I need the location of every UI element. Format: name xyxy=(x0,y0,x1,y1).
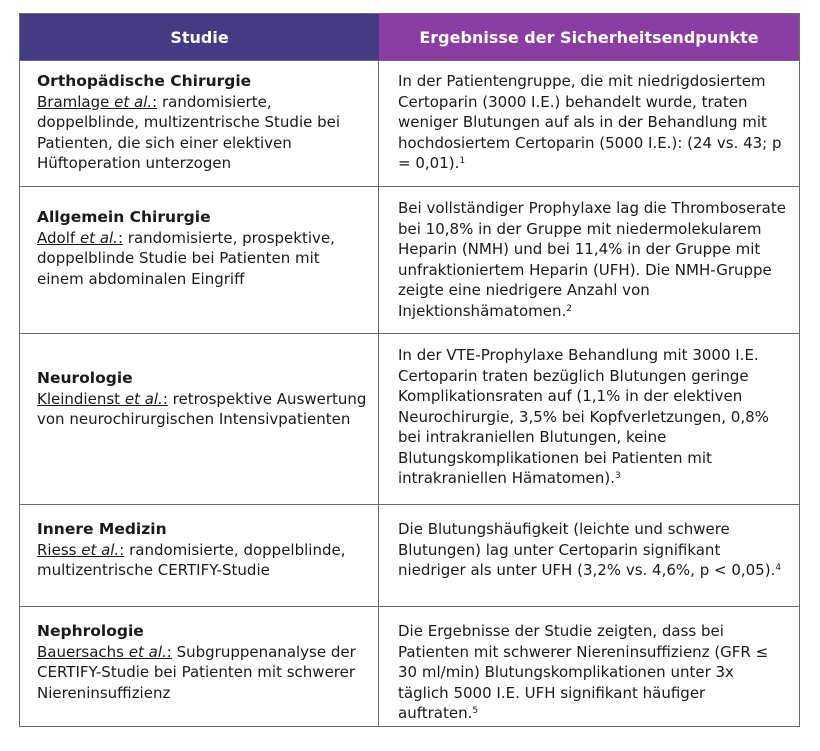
result-cell xyxy=(379,505,799,607)
result-cell xyxy=(379,187,799,334)
specialty-title: Nephrologie xyxy=(37,622,144,640)
safety-endpoints-table xyxy=(19,13,800,727)
header-study: Studie xyxy=(20,14,379,60)
reference-number: 3 xyxy=(615,471,621,481)
reference-number: 4 xyxy=(775,563,782,573)
reference-number: 2 xyxy=(566,303,572,314)
result-text: Bei vollständiger Prophylaxe lag die Thromboserate bei 10,8% in der Gruppe mit niedermolekularem Heparin (NMH) und bei 11,4% in der Gruppe mit unfraktioniertem Heparin (UFH). Die NMH-Gruppe zeigte eine niedrigere Anzahl von Injektionshämatomen. xyxy=(398,199,786,320)
study-description: Adolf et al.: randomisierte, prospektive, doppelblinde Studie bei Patienten mit einem abdominalen Eingriff xyxy=(37,228,335,288)
study-description: Bauersachs et al.: Subgruppenanalyse der CERTIFY-Studie bei Patienten mit schwerer Niereninsuffizienz xyxy=(37,642,356,702)
specialty-title: Neurologie xyxy=(37,369,133,387)
table-row xyxy=(20,504,799,607)
study-author: Bauersachs et al.: xyxy=(37,642,172,661)
result-text: Die Blutungshäufigkeit (leichte und schwere Blutungen) lag unter Certoparin signifikant niedriger als unter UFH (3,2% vs. 4,6%, p < 0,05). xyxy=(398,520,776,579)
study-description: Riess et al.: randomisierte, doppelblinde, multizentrische CERTIFY-Studie xyxy=(37,540,346,579)
study-description: Bramlage et al.: randomisierte, doppelblinde, multizentrische Studie bei Patienten, die sich einer elektiven Hüftoperation unterzogen xyxy=(37,92,341,172)
study-cell xyxy=(20,607,379,727)
study-author: Adolf et al.: xyxy=(37,228,124,247)
reference-number: 1 xyxy=(459,156,466,166)
specialty-title: Allgemein Chirurgie xyxy=(37,208,211,226)
table-row xyxy=(20,60,799,187)
result-text: Die Ergebnisse der Studie zeigten, dass bei Patienten mit schwerer Niereninsuffizienz (GFR ≤ 30 ml/min) Blutungskomplikationen unter 3x täglich 5000 I.E. UFH signifikant häufiger auftraten. xyxy=(398,622,769,722)
table-row xyxy=(20,606,799,727)
result-text: In der VTE-Prophylaxe Behandlung mit 3000 I.E. Certoparin traten bezüglich Blutungen geringe Komplikationsraten auf (1,1% in der elektiven Neurochirurgie, 3,5% bei Kopfverletzungen, 0,8% bei intrakraniellen Blutungen, keine Blutungskomplikationen bei Patienten mit intrakraniellen Hämatomen). xyxy=(398,346,769,487)
study-author: Bramlage et al.: xyxy=(37,92,158,111)
table-row xyxy=(20,333,799,505)
result-text: In der Patientengruppe, die mit niedrigdosiertem Certoparin (3000 I.E.) behandelt wurde, traten weniger Blutungen auf als in der Behandlung mit hochdosiertem Certoparin (5000 I.E.): (24 vs. 43; p = 0,01). xyxy=(398,72,782,172)
study-cell xyxy=(20,187,379,334)
result-cell xyxy=(379,334,799,505)
specialty-title: Orthopädische Chirurgie xyxy=(37,72,252,90)
header-results: Ergebnisse der Sicherheitsendpunkte xyxy=(379,14,799,60)
table-row xyxy=(20,186,799,334)
study-cell xyxy=(20,61,379,187)
study-cell xyxy=(20,505,379,607)
specialty-title: Innere Medizin xyxy=(37,520,167,538)
study-description: Kleindienst et al.: retrospektive Auswertung von neurochirurgischen Intensivpatienten xyxy=(37,389,367,428)
reference-number: 5 xyxy=(472,706,479,716)
study-cell xyxy=(20,334,379,505)
study-author: Kleindienst et al.: xyxy=(37,389,168,408)
study-author: Riess et al.: xyxy=(37,540,125,559)
result-cell xyxy=(379,61,799,187)
result-cell xyxy=(379,607,799,727)
